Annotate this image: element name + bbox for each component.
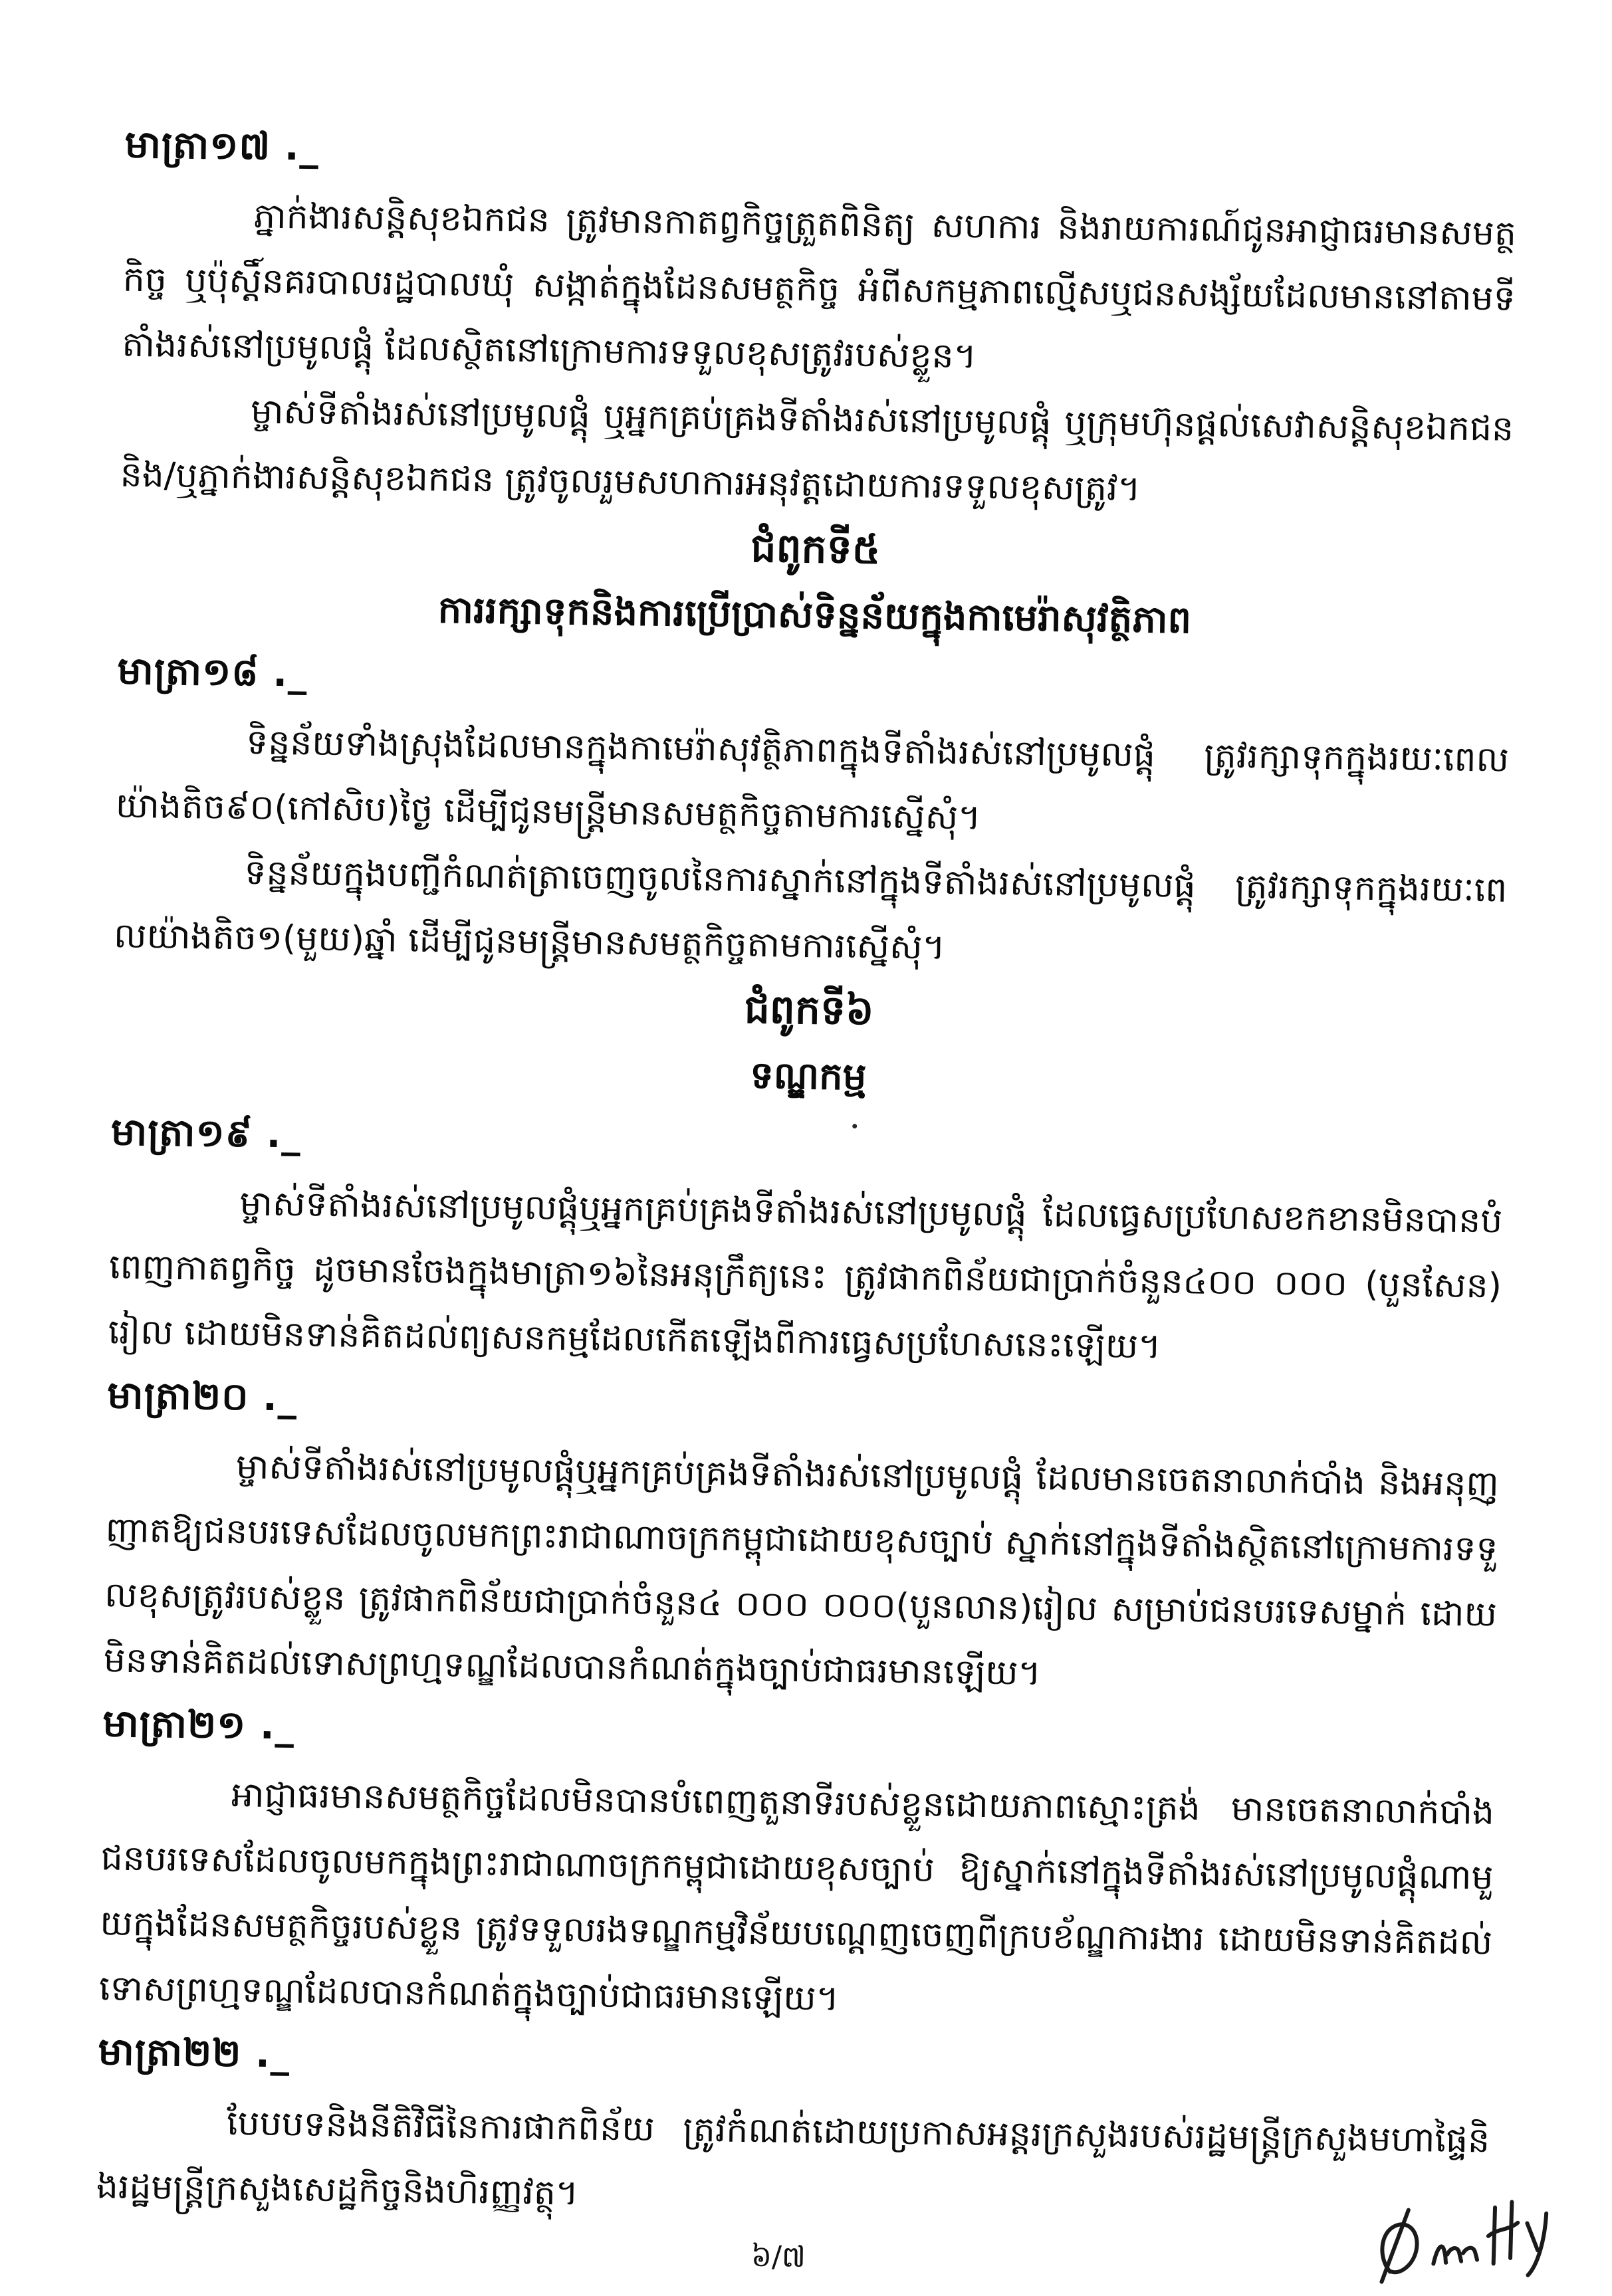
chapter-5-number: ជំពូកទី៥	[750, 524, 881, 574]
article-19-heading: មាត្រា១៩ ._	[110, 1110, 302, 1157]
article-19-paragraph-1: ម្ចាស់ទីតាំងរស់នៅប្រមូលផ្តុំឬអ្នកគ្រប់គ្រងទីតាំងរស់នៅប្រមូលផ្តុំ ដែលធ្វេសប្រហែសខកខានមិនបានបំពេញកាតព្វកិច្ច ដូចមានចែងក្នុងមាត្រា១៦នៃអនុក្រឹត្យនេះ ត្រូវផាកពិន័យជាប្រាក់ចំនួន៤០០ ០០០ (បួនសែន)រៀល ដោយមិនទាន់គិតដល់ព្យសនកម្មដែលកើតឡើងពីការធ្វេសប្រហែសនេះឡើយ។	[108, 1184, 1503, 1367]
article-18-heading: មាត្រា១៨ ._	[117, 649, 308, 696]
article-22-heading: មាត្រា២២ ._	[98, 2030, 290, 2077]
article-17-paragraph-2: ម្ចាស់ទីតាំងរស់នៅប្រមូលផ្តុំ ឬអ្នកគ្រប់គ្រងទីតាំងរស់នៅប្រមូលផ្តុំ ឬក្រុមហ៊ុនផ្តល់សេវាសន្តិសុខឯកជន និង/ឬភ្នាក់ងារសន្តិសុខឯកជន ត្រូវចូលរួមសហការអនុវត្តដោយការទទួលខុសត្រូវ។	[120, 391, 1514, 510]
page-number: ៦/៧	[750, 2240, 806, 2275]
chapter-6-number: ជំពូកទី៦	[744, 986, 875, 1035]
article-18-paragraph-1: ទិន្នន័យទាំងស្រុងដែលមានក្នុងកាមេរ៉ាសុវត្ថិភាពក្នុងទីតាំងរស់នៅប្រមូលផ្តុំ ត្រូវរក្សាទុកក្នុងរយៈពេលយ៉ាងតិច៩០(កៅសិប)ថ្ងៃ ដើម្បីជូនមន្រ្តីមានសមត្ថកិច្ចតាមការស្នើសុំ។	[115, 722, 1510, 838]
scan-noise-speck	[852, 1124, 857, 1128]
chapter-6-title: ទណ្ឌកម្ម	[749, 1053, 867, 1099]
article-20-paragraph-1: ម្ចាស់ទីតាំងរស់នៅប្រមូលផ្តុំឬអ្នកគ្រប់គ្រងទីតាំងរស់នៅប្រមូលផ្តុំ ដែលមានចេតនាលាក់បាំង និងអនុញ្ញាតឱ្យជនបរទេសដែលចូលមកព្រះរាជាណាចក្រកម្ពុជាដោយខុសច្បាប់ ស្នាក់នៅក្នុងទីតាំងស្ថិតនៅក្រោមការទទួលខុសត្រូវរបស់ខ្លួន ត្រូវផាកពិន័យជាប្រាក់ចំនួន៤ ០០០ ០០០(បួនលាន)រៀល សម្រាប់ជនបរទេសម្នាក់ ដោយមិនទាន់គិតដល់ទោសព្រហ្មទណ្ឌដែលបានកំណត់ក្នុងច្បាប់ជាធរមានឡើយ។	[103, 1447, 1500, 1694]
article-20-heading: មាត្រា២០ ._	[106, 1373, 298, 1420]
article-17-paragraph-1: ភ្នាក់ងារសន្តិសុខឯកជន ត្រូវមានកាតព្វកិច្ចត្រួតពិនិត្យ សហការ និងរាយការណ៍ជូនអាជ្ញាធរមានសមត្ថកិច្ច ឬប៉ុស្តិ៍នគរបាលរដ្ឋបាលឃុំ សង្កាត់ក្នុងដែនសមត្ថកិច្ច អំពីសកម្មភាពល្មើសឬជនសង្ស័យដែលមាននៅតាមទីតាំងរស់នៅប្រមូលផ្តុំ ដែលស្ថិតនៅក្រោមការទទួលខុសត្រូវរបស់ខ្លួន។	[122, 196, 1517, 377]
article-21-heading: មាត្រា២១ ._	[102, 1701, 295, 1748]
article-22-paragraph-1: បែបបទនិងនីតិវិធីនៃការផាកពិន័យ ត្រូវកំណត់ដោយប្រកាសអន្តរក្រសួងរបស់រដ្ឋមន្រ្តីក្រសួងមហាផ្ទៃនិងរដ្ឋមន្រ្តីក្រសួងសេដ្ឋកិច្ចនិងហិរញ្ញវត្ថុ។	[96, 2103, 1490, 2214]
chapter-5-title: ការរក្សាទុកនិងការប្រើប្រាស់ទិន្នន័យក្នុងកាមេរ៉ាសុវត្ថិភាព	[437, 588, 1192, 643]
document-body	[96, 114, 1518, 2239]
article-21-paragraph-1: អាជ្ញាធរមានសមត្ថកិច្ចដែលមិនបានបំពេញតួនាទីរបស់ខ្លួនដោយភាពស្មោះត្រង់ មានចេតនាលាក់បាំងជនបរទេសដែលចូលមកក្នុងព្រះរាជាណាចក្រកម្ពុជាដោយខុសច្បាប់ ឱ្យស្នាក់នៅក្នុងទីតាំងរស់នៅប្រមូលផ្តុំណាមួយក្នុងដែនសមត្ថកិច្ចរបស់ខ្លួន ត្រូវទទួលរងទណ្ឌកម្មវិន័យបណ្តេញចេញពីក្របខ័ណ្ឌការងារ ដោយមិនទាន់គិតដល់ទោសព្រហ្មទណ្ឌដែលបានកំណត់ក្នុងច្បាប់ជាធរមានឡើយ។	[98, 1775, 1495, 2019]
article-18-paragraph-2: ទិន្នន័យក្នុងបញ្ជីកំណត់ត្រាចេញចូលនៃការស្នាក់នៅក្នុងទីតាំងរស់នៅប្រមូលផ្តុំ ត្រូវរក្សាទុកក្នុងរយៈពេលយ៉ាងតិច១(មួយ)ឆ្នាំ ដើម្បីជូនមន្រ្តីមានសមត្ថកិច្ចតាមការស្នើសុំ។	[113, 853, 1508, 968]
signature-scribble	[1363, 2177, 1579, 2296]
article-17-heading: មាត្រា១៧ ._	[124, 122, 320, 169]
